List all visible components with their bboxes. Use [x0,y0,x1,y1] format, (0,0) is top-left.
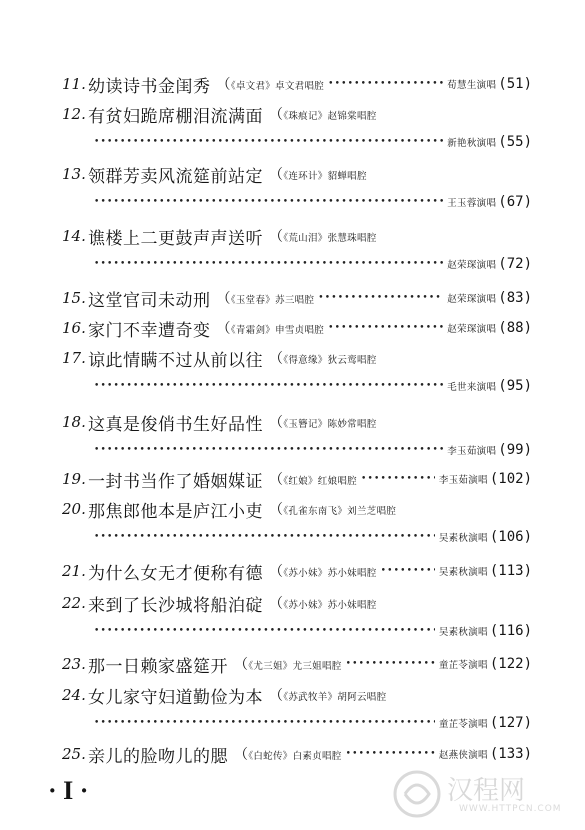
entry-singer: 荀慧生演唱 [447,80,497,91]
watermark-url: WWW.HTTPCN.COM [459,804,562,814]
entry-source-text: 《连环计》貂蝉唱腔 [283,171,367,182]
entry-number: 12. [62,105,86,123]
entry-number: 17. [62,349,86,367]
toc-entry-continuation [62,436,532,464]
entry-number: 15. [62,289,86,307]
entry-title: 谅此情瞒不过从前以往 [88,350,263,371]
entry-source: （《苏小妹》苏小妹唱腔 [269,596,377,612]
toc-entry[interactable] [62,589,532,645]
entry-source: （《尤三姐》尤三姐唱腔 [234,657,342,673]
entry-page: (127) [489,715,532,731]
toc-entry[interactable] [62,100,532,156]
entry-page: (133) [489,746,532,762]
entry-singer: 新艳秋演唱 [447,138,497,149]
leader-dots [328,79,443,89]
toc-entry-line [62,465,532,493]
toc-entry-line [62,100,532,128]
toc-entry-continuation [62,128,532,156]
toc-entry-line [62,284,532,312]
toc-entry[interactable] [62,681,532,737]
toc-entry[interactable] [62,70,532,98]
entry-source: （《玉堂春》苏三唱腔 [216,291,315,307]
toc-entry[interactable] [62,314,532,342]
leader-dots [94,718,435,728]
entry-title: 一封书当作了婚姻媒证 [88,471,263,492]
entry-page-number: 122 [498,656,524,672]
toc-entry-line [62,681,532,709]
entry-page-number: 55 [506,134,524,150]
entry-source: （《苏小妹》苏小妹唱腔 [269,564,377,580]
entry-source-text: 《玉簪记》陈妙常唱腔 [283,419,377,430]
leader-dots [94,137,443,147]
entry-source-text: 《苏小妹》苏小妹唱腔 [283,600,377,611]
entry-page-number: 102 [498,471,524,487]
entry-source-text: 《荒山泪》张慧珠唱腔 [283,233,377,244]
entry-page-number: 133 [498,746,524,762]
entry-singer: 赵荣琛演唱 [447,260,497,271]
entry-page-number: 99 [506,442,524,458]
toc-entry-continuation [62,709,532,737]
toc-entry-line [62,222,532,250]
entry-source: （《玉簪记》陈妙常唱腔 [269,415,377,431]
entry-source: （《白蛇传》白素贞唱腔 [234,747,342,763]
entry-page-number: 106 [498,529,524,545]
entry-page-number: 88 [506,320,524,336]
entry-number: 20. [62,500,86,518]
entry-source-text: 《苏小妹》苏小妹唱腔 [283,568,377,579]
entry-singer: 吴素秋演唱 [438,567,488,578]
toc-entry[interactable] [62,650,532,678]
entry-page: (116) [489,623,532,639]
entry-number: 14. [62,227,86,245]
toc-entry-line [62,408,532,436]
toc-entry[interactable] [62,284,532,312]
entry-page: (106) [489,529,532,545]
entry-singer: 李玉茹演唱 [438,475,488,486]
entry-page-number: 127 [498,715,524,731]
toc-entry-line [62,314,532,342]
entry-title: 家门不幸遭奇变 [88,320,211,341]
entry-source-text: 《卓文君》卓文君唱腔 [230,81,325,92]
entry-singer: 毛世来演唱 [447,382,497,393]
toc-entry-line [62,344,532,372]
entry-singer: 赵燕侠演唱 [438,750,488,761]
entry-number: 24. [62,686,86,704]
toc-entry-continuation [62,372,532,400]
entry-page: (113) [489,563,532,579]
entry-number: 25. [62,745,86,763]
entry-page: (102) [489,471,532,487]
entry-page-number: 95 [506,378,524,394]
toc-entry-line [62,557,532,585]
entry-singer: 王玉蓉演唱 [447,198,497,209]
entry-singer: 童芷苓演唱 [438,660,488,671]
entry-source: （《得意缘》狄云鸾唱腔 [269,351,377,367]
entry-title: 幼读诗书金闺秀 [88,76,211,97]
entry-singer: 吴素秋演唱 [438,627,488,638]
toc-entry[interactable] [62,222,532,278]
entry-source: （《苏武牧羊》胡阿云唱腔 [269,688,387,704]
entry-title: 这堂官司未动刑 [88,290,211,311]
entry-source-text: 《玉堂春》苏三唱腔 [230,295,315,306]
entry-singer: 赵荣琛演唱 [447,294,497,305]
entry-singer: 赵荣琛演唱 [447,324,497,335]
entry-title: 那一日赖家盛筵开 [88,656,228,677]
leader-dots [94,532,435,542]
entry-source-text: 《珠痕记》赵锦棠唱腔 [283,111,377,122]
entry-title: 有贫妇跪席棚泪流满面 [88,106,263,127]
entry-title: 那焦郎他本是庐江小吏 [88,501,263,522]
toc-entry[interactable] [62,160,532,216]
entry-number: 22. [62,594,86,612]
entry-page: (122) [489,656,532,672]
entry-singer: 李玉茹演唱 [447,446,497,457]
leader-dots [328,323,443,333]
entry-title: 为什么女无才便称有德 [88,563,263,584]
entry-page: (99) [498,442,532,458]
entry-page-number: 113 [498,563,524,579]
entry-page-number: 83 [506,290,524,306]
toc-entry[interactable] [62,465,532,493]
entry-number: 11. [62,75,86,93]
toc-entry[interactable] [62,408,532,464]
entry-source-text: 《青霜剑》申雪贞唱腔 [230,325,325,336]
leader-dots [94,626,435,636]
leader-dots [94,197,443,207]
watermark-text: 汉程网 [447,776,526,806]
entry-title: 领群芳卖风流筵前站定 [88,166,263,187]
entry-title: 亲儿的脸吻儿的腮 [88,746,228,767]
entry-page-number: 116 [498,623,524,639]
toc-entry[interactable] [62,557,532,585]
leader-dots [381,566,435,576]
toc-entry-line [62,160,532,188]
entry-number: 13. [62,165,86,183]
toc-entry-continuation [62,523,532,551]
entry-source-text: 《得意缘》狄云鸾唱腔 [283,355,377,366]
entry-page: (55) [498,134,532,150]
entry-title: 谯楼上二更鼓声声送听 [88,228,263,249]
entry-page-number: 67 [506,194,524,210]
entry-source-text: 《白蛇传》白素贞唱腔 [248,751,342,762]
watermark [387,764,577,824]
entry-source: （《青霜剑》申雪贞唱腔 [216,321,325,337]
entry-number: 21. [62,562,86,580]
entry-number: 16. [62,319,86,337]
toc-entry[interactable] [62,344,532,400]
entry-page: (88) [498,320,532,336]
entry-title: 女儿家守妇道勤俭为本 [88,687,263,708]
leader-dots [94,259,443,269]
entry-source: （《荒山泪》张慧珠唱腔 [269,229,377,245]
entry-source-text: 《苏武牧羊》胡阿云唱腔 [283,692,387,703]
page-number-marker: · I · [48,776,89,805]
entry-singer: 童芷苓演唱 [438,719,488,730]
entry-title: 来到了长沙城将船泊碇 [88,595,263,616]
toc-entry-line [62,70,532,98]
entry-page: (51) [498,76,532,92]
entry-source: （《红娘》红娘唱腔 [269,472,357,488]
entry-source-text: 《尤三姐》尤三姐唱腔 [248,661,342,672]
entry-number: 19. [62,470,86,488]
entry-page-number: 51 [506,76,524,92]
leader-dots [94,381,443,391]
entry-page: (67) [498,194,532,210]
entry-source: （《孔雀东南飞》刘兰芝唱腔 [269,502,397,518]
leader-dots [94,445,443,455]
leader-dots [318,293,443,303]
toc-entry[interactable] [62,495,532,551]
entry-source: （《珠痕记》赵锦棠唱腔 [269,107,377,123]
entry-number: 23. [62,655,86,673]
entry-title: 这真是俊俏书生好品性 [88,414,263,435]
toc-entry-continuation [62,188,532,216]
toc-entry-continuation [62,617,532,645]
toc-entry-line [62,650,532,678]
entry-source-text: 《孔雀东南飞》刘兰芝唱腔 [283,506,397,517]
leader-dots [346,659,435,669]
leader-dots [361,474,435,484]
entry-page: (95) [498,378,532,394]
toc-entry-continuation [62,250,532,278]
toc-entry-line [62,589,532,617]
entry-source: （《连环计》貂蝉唱腔 [269,167,367,183]
watermark-logo-icon [387,764,447,824]
entry-source: （《卓文君》卓文君唱腔 [216,77,325,93]
entry-source-text: 《红娘》红娘唱腔 [283,476,357,487]
entry-number: 18. [62,413,86,431]
entry-page: (83) [498,290,532,306]
entry-singer: 吴素秋演唱 [438,533,488,544]
entry-page: (72) [498,256,532,272]
leader-dots [346,749,435,759]
toc-entry-line [62,495,532,523]
entry-page-number: 72 [506,256,524,272]
